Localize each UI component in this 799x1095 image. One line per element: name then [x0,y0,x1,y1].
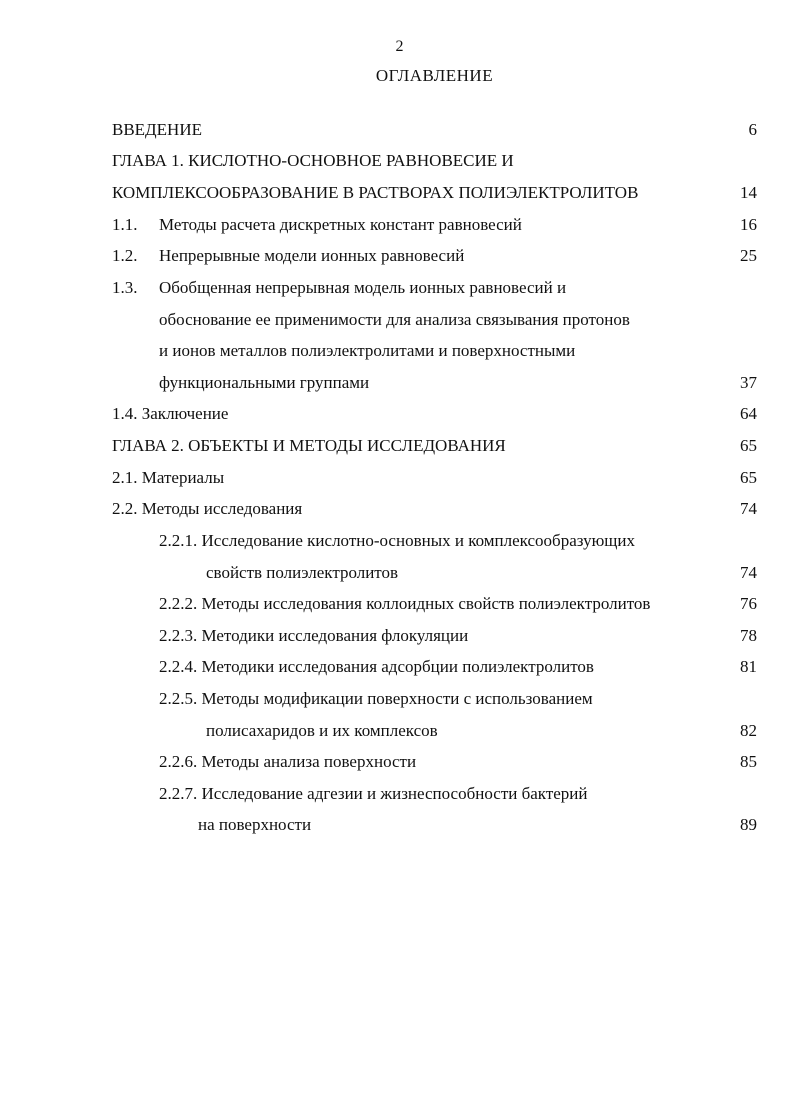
toc-entry-text: полисахаридов и их комплексов [206,721,438,740]
toc-entry-number: 1.1. [112,215,138,234]
toc-entry-text: обоснование ее применимости для анализа связывания протонов [159,310,630,329]
toc-entry-page: 78 [740,626,757,645]
toc-entry-text: КОМПЛЕКСООБРАЗОВАНИЕ В РАСТВОРАХ ПОЛИЭЛЕКТРОЛИТОВ [112,183,639,202]
toc-title: ОГЛАВЛЕНИЕ [375,66,494,85]
toc-entry-text: и ионов металлов полиэлектролитами и поверхностными [159,341,576,360]
toc-entry-text: на поверхности [198,815,312,834]
toc-entry-page: 25 [740,246,757,265]
toc-entry-text: 2.1. Материалы [112,468,225,487]
toc-entry-page: 82 [740,721,757,740]
toc-entry-text: 1.4. Заключение [112,404,229,423]
toc-entry-page: 74 [740,563,757,582]
toc-entry-text: ГЛАВА 1. КИСЛОТНО-ОСНОВНОЕ РАВНОВЕСИЕ И [112,151,514,170]
toc-entry-text: 2.2. Методы исследования [112,499,303,518]
toc-entry-page: 81 [740,657,757,676]
toc-entry-text: 2.2.1. Исследование кислотно-основных и комплексообразующих [159,531,635,550]
toc-entry-page: 74 [740,499,757,518]
toc-entry-text: 2.2.4. Методики исследования адсорбции полиэлектролитов [159,657,594,676]
toc-entry-page: 89 [740,815,757,834]
toc-entry-text: свойств полиэлектролитов [206,563,399,582]
toc-entry-page: 37 [740,373,757,392]
toc-entry-page: 64 [740,404,757,423]
toc-entry-page: 65 [740,468,757,487]
toc-entry-text: 2.2.3. Методики исследования флокуляции [159,626,469,645]
toc-entry-text: ГЛАВА 2. ОБЪЕКТЫ И МЕТОДЫ ИССЛЕДОВАНИЯ [112,436,506,455]
toc-entry-number: 1.3. [112,278,138,297]
toc-entry-text: Методы расчета дискретных констант равновесий [159,215,522,234]
toc-entry-text: 2.2.5. Методы модификации поверхности с использованием [159,689,593,708]
toc-entry-text: 2.2.2. Методы исследования коллоидных свойств полиэлектролитов [159,594,651,613]
toc-entry-text: 2.2.7. Исследование адгезии и жизнеспособности бактерий [159,784,588,803]
toc-entry-text: Непрерывные модели ионных равновесий [159,246,465,265]
toc-entry-text: ВВЕДЕНИЕ [112,120,202,139]
toc-entry-page: 76 [740,594,757,613]
toc-entry-text: 2.2.6. Методы анализа поверхности [159,752,417,771]
toc-entry-page: 14 [740,183,757,202]
toc-entry-number: 1.2. [112,246,138,265]
toc-entry-text: функциональными группами [159,373,370,392]
toc-entry-page: 85 [740,752,757,771]
toc-entry-text: Обобщенная непрерывная модель ионных равновесий и [159,278,567,297]
toc-entry-page: 6 [748,120,757,139]
toc-entry-page: 16 [740,215,757,234]
page-number: 2 [395,38,404,55]
toc-entry-page: 65 [740,436,757,455]
